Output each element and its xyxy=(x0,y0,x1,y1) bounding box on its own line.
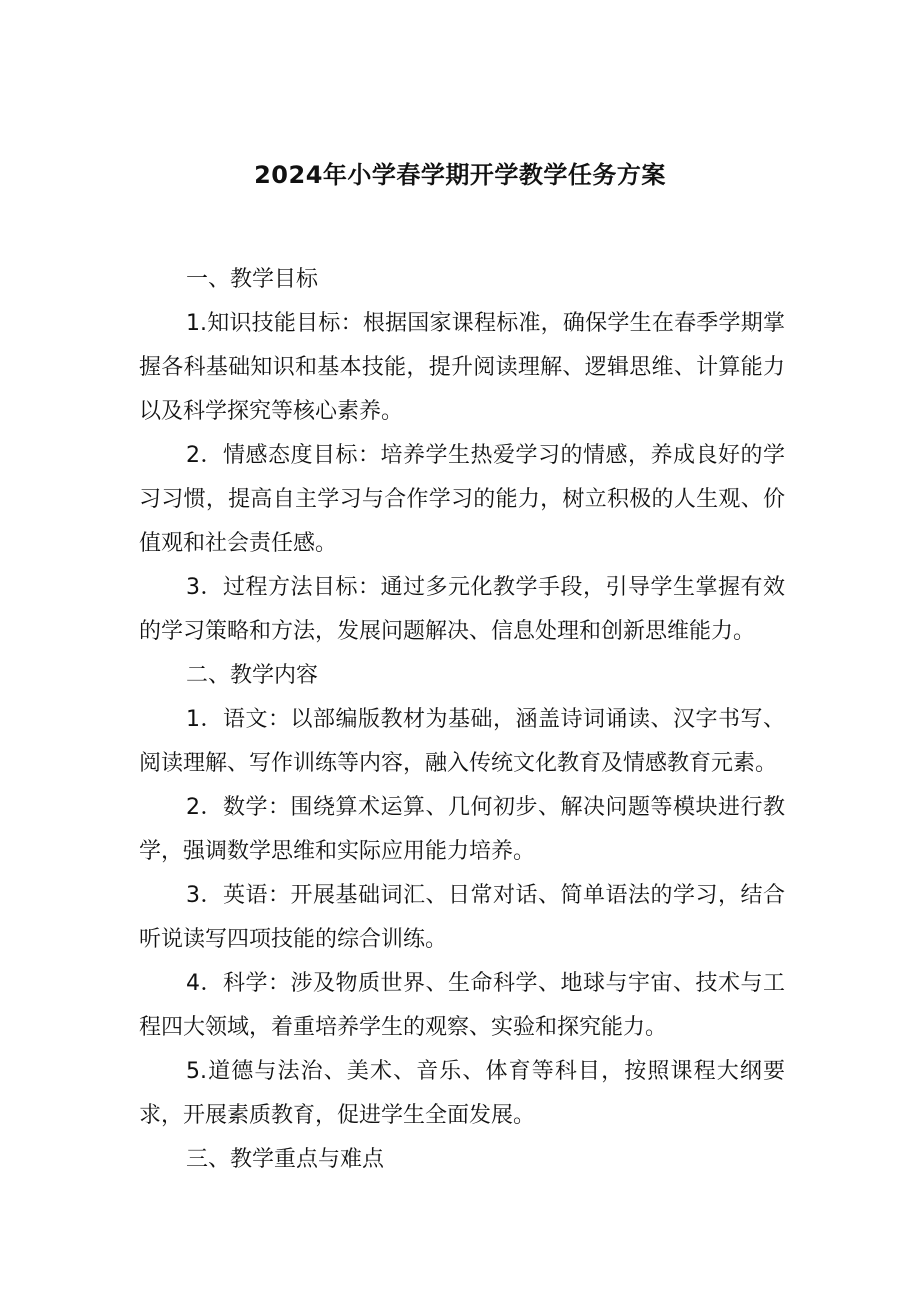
paragraph-chinese: 1．语文：以部编版教材为基础，涵盖诗词诵读、汉字书写、阅读理解、写作训练等内容，融入传统文化教育及情感教育元素。 xyxy=(139,707,785,776)
section-heading-key-points: 三、教学重点与难点 xyxy=(186,1147,385,1172)
paragraph-knowledge-skill-goal: 1.知识技能目标：根据国家课程标准，确保学生在春季学期掌握各科基础知识和基本技能，提升阅读理解、逻辑思维、计算能力以及科学探究等核心素养。 xyxy=(139,311,785,424)
paragraph-english: 3．英语：开展基础词汇、日常对话、简单语法的学习，结合听说读写四项技能的综合训练。 xyxy=(139,883,785,952)
paragraph-process-method-goal: 3．过程方法目标：通过多元化教学手段，引导学生掌握有效的学习策略和方法，发展问题解决、信息处理和创新思维能力。 xyxy=(139,575,785,644)
document-title: 2024年小学春学期开学教学任务方案 xyxy=(254,161,666,189)
paragraph-emotional-attitude-goal: 2．情感态度目标：培养学生热爱学习的情感，养成良好的学习习惯，提高自主学习与合作学习的能力，树立积极的人生观、价值观和社会责任感。 xyxy=(139,443,785,556)
section-heading-teaching-goals: 一、教学目标 xyxy=(186,267,319,292)
document-body xyxy=(139,258,785,1182)
paragraph-other-subjects: 5.道德与法治、美术、音乐、体育等科目，按照课程大纲要求，开展素质教育，促进学生全面发展。 xyxy=(139,1059,785,1128)
paragraph-math: 2．数学：围绕算术运算、几何初步、解决问题等模块进行教学，强调数学思维和实际应用能力培养。 xyxy=(139,795,785,864)
paragraph-science: 4．科学：涉及物质世界、生命科学、地球与宇宙、技术与工程四大领域，着重培养学生的观察、实验和探究能力。 xyxy=(139,971,785,1040)
section-heading-teaching-content: 二、教学内容 xyxy=(186,663,319,688)
